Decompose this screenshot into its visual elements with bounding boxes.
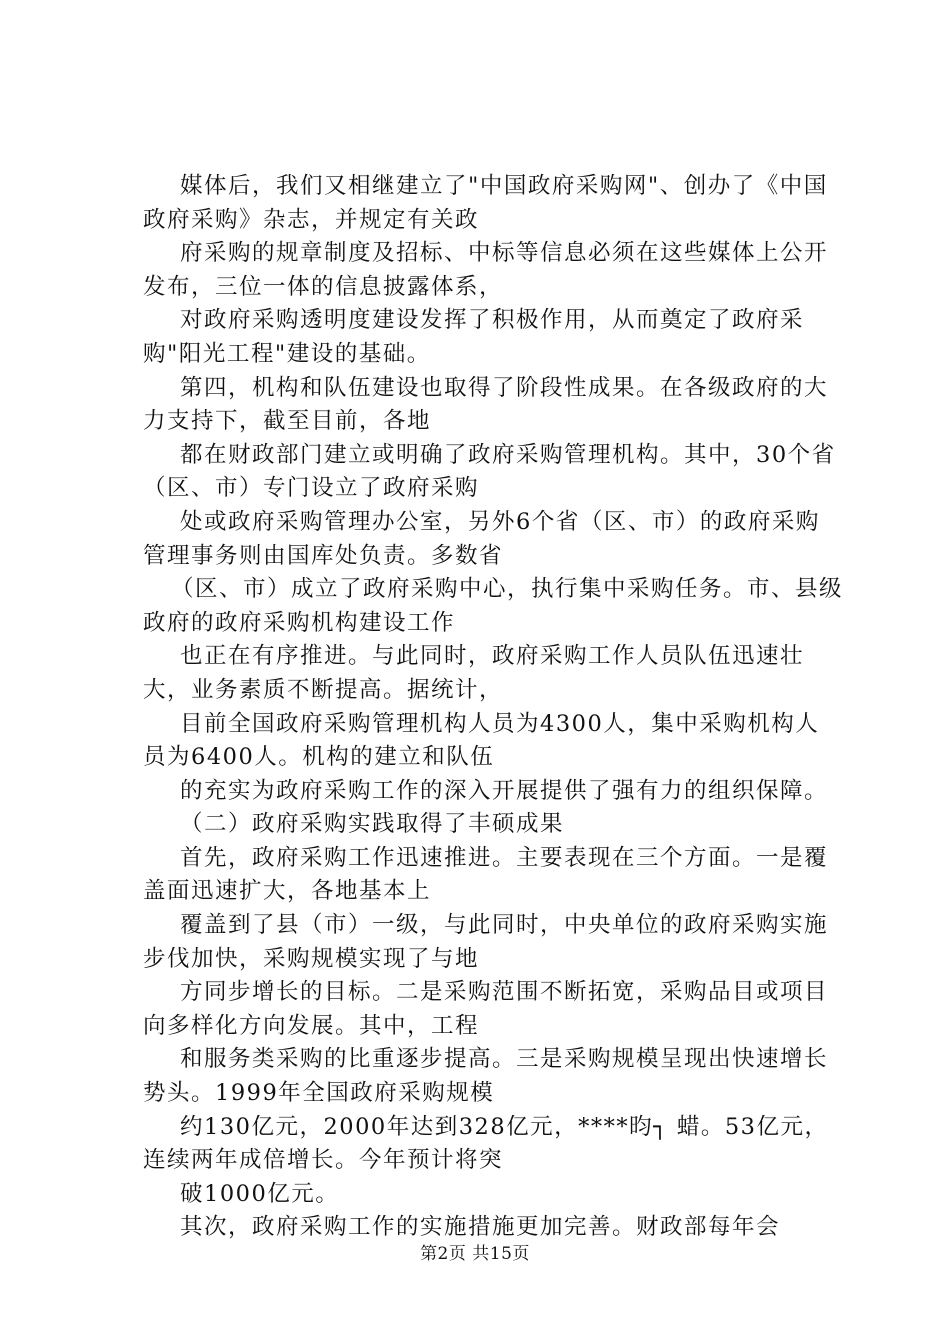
paragraph-1: 媒体后，我们又相继建立了"中国政府采购网"、创办了《中国政府采购》杂志，并规定有关政 <box>143 173 828 233</box>
paragraph-3: 对政府采购透明度建设发挥了积极作用，从而奠定了政府采购"阳光工程"建设的基础。 <box>143 307 805 367</box>
paragraph-10: 的充实为政府采购工作的深入开展提供了强有力的组织保障。 <box>180 777 829 804</box>
paragraph-8: 也正在有序推进。与此同时，政府采购工作人员队伍迅速壮大，业务素质不断提高。据统计， <box>143 643 805 703</box>
paragraph-4: 第四，机构和队伍建设也取得了阶段性成果。在各级政府的大力支持下，截至目前，各地 <box>143 374 829 435</box>
paragraph-15: 和服务类采购的比重逐步提高。三是采购规模呈现出快速增长势头。1999年全国政府采购规模 <box>143 1046 829 1107</box>
paragraph-6: 处或政府采购管理办公室，另外6个省（区、市）的政府采购管理事务则由国库处负责。多数省 <box>143 508 820 569</box>
page-number-footer: 第2页 共15页 <box>420 1244 530 1264</box>
document-body <box>143 170 843 1245</box>
paragraph-5: 都在财政部门建立或明确了政府采购管理机构。其中，30个省（区、市）专门设立了政府采购 <box>143 441 836 502</box>
section-heading: （二）政府采购实践取得了丰硕成果 <box>180 811 565 838</box>
paragraph-13: 覆盖到了县（市）一级，与此同时，中央单位的政府采购实施步伐加快，采购规模实现了与地 <box>143 912 829 972</box>
paragraph-17: 破1000亿元。 <box>180 1180 340 1207</box>
paragraph-12: 首先，政府采购工作迅速推进。主要表现在三个方面。一是覆盖面迅速扩大，各地基本上 <box>143 844 829 905</box>
paragraph-7: （区、市）成立了政府采购中心，执行集中采购任务。市、县级政府的政府采购机构建设工作 <box>143 576 844 636</box>
paragraph-9: 目前全国政府采购管理机构人员为4300人，集中采购机构人员为6400人。机构的建立和队伍 <box>143 710 820 771</box>
paragraph-16: 约130亿元，2000年达到328亿元，****昀┐ 蜡。53亿元，连续两年成倍增长。今年预计将突 <box>143 1113 829 1174</box>
paragraph-2: 府采购的规章制度及招标、中标等信息必须在这些媒体上公开发布，三位一体的信息披露体系， <box>143 240 829 300</box>
paragraph-14: 方同步增长的目标。二是采购范围不断拓宽，采购品目或项目向多样化方向发展。其中，工程 <box>143 979 829 1039</box>
paragraph-18: 其次，政府采购工作的实施措施更加完善。财政部每年会 <box>180 1214 781 1241</box>
